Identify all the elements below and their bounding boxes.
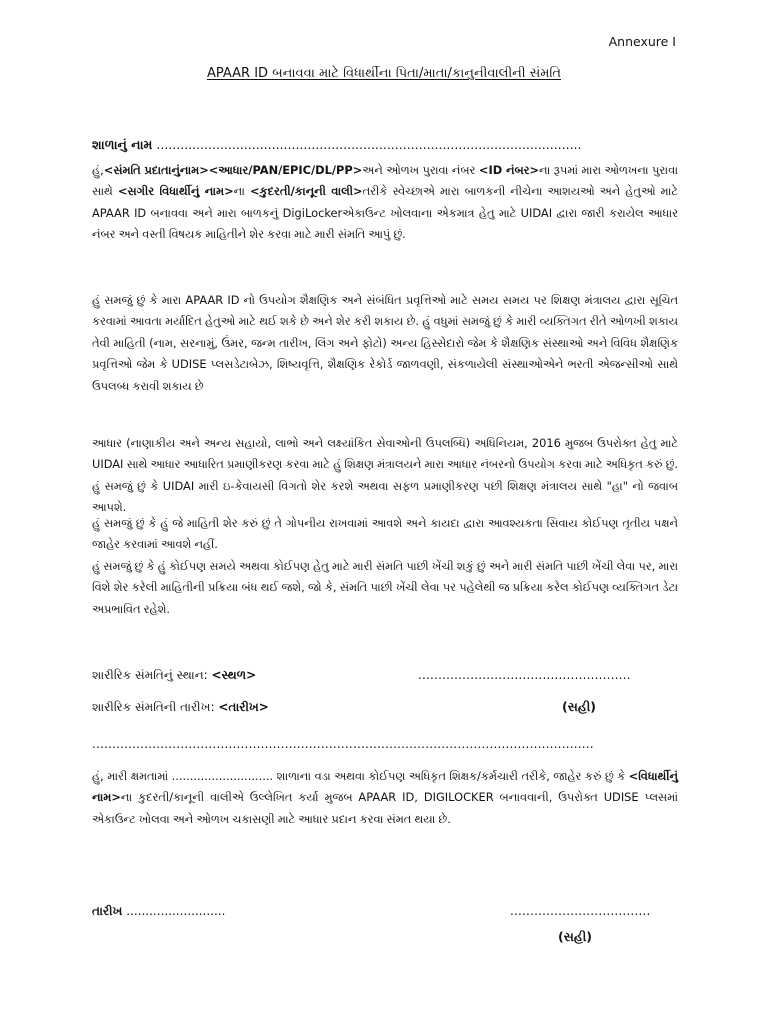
place-placeholder: <સ્થળ>	[211, 668, 257, 682]
footer-date-line	[92, 904, 225, 919]
guardian-type-placeholder: <કુદરતી/કાનૂની વાલી>	[249, 184, 363, 199]
p1-text-3: ના રૂપમાં મારા ઓળખના પુરાવા સાથે	[92, 163, 678, 199]
minor-student-name-placeholder: <સગીર વિધાર્થીનું નામ>	[117, 184, 234, 199]
p1-text-4: ના	[233, 184, 250, 199]
id-type-placeholder: <આધાર/PAN/EPIC/DL/PP>	[208, 163, 363, 177]
id-number-placeholder: <ID નંબર>	[478, 163, 540, 177]
school-name-dots: ...........................................................................................................	[156, 137, 582, 152]
p1-text-5: તરીકે સ્વેચ્છાએ મારા બાળકની નીચેના આશયઓ અને હેતુઓ માટે APAAR ID બનાવવા અને મારા બાળકનું DigiLockerએકાઉન્ટ ખોલવાના એકમાત્ર હેતુ માટે UIDAI દ્વારા જારી કરાયેલ આધાર નંબર અને વસ્તી વિષયક માહિતીને શેર કરવા માટે મારી સંમતિ આપું છું.	[92, 184, 678, 242]
consent-paragraph-1	[92, 160, 678, 246]
consent-place-line	[92, 668, 256, 683]
school-name-line	[92, 137, 582, 153]
place-signature-dots: .....................................................	[418, 668, 631, 682]
section-separator-dots: .............................................................................................................................	[92, 737, 594, 751]
footer-signature-label: (સહી)	[558, 929, 593, 944]
p1-text-1: હું,	[92, 163, 104, 177]
consent-date-label: શારીરિક સંમતિની તારીખ:	[92, 700, 219, 714]
consent-paragraph-4: હું સમજું છું કે હું જે માહિતી શેર કરું છું તે ગોપનીય રાખવામાં આવશે અને કાયદા દ્વારા આવશ્યકતા સિવાય કોઈપણ તૃતીય પક્ષને જાહેર કરવામાં આવશે નહીં.	[92, 516, 678, 552]
p1-text-2: અને ઓળખ પુરાવા નંબર	[362, 163, 479, 177]
school-name-label: શાળાનું નામ	[92, 137, 153, 152]
footer-date-dots: ..........................	[126, 904, 226, 918]
consent-date-line	[92, 700, 269, 715]
consent-giver-name-placeholder: <સંમતિ પ્રદાતાનુંનામ>	[103, 163, 209, 177]
school-head-declaration	[92, 766, 678, 830]
consent-paragraph-3: આધાર (નાણાકીય અને અન્ય સહાયો, લાભો અને લક્ષ્યાંકિત સેવાઓની ઉપલબ્ધિ) અધિનિયમ, 2016 મુજબ ઉપરોક્ત હેતુ માટે UIDAI સાથે આધાર આધારિત પ્રમાણીકરણ કરવા માટે હું શિક્ષણ મંત્રાલયને મારા આધાર નંબરનો ઉપયોગ કરવા માટે અધિકૃત કરું છું. હું સમજું છું કે UIDAI મારી ઇ-કેવાયસી વિગતો શેર કરશે અથવા સફળ પ્રમાણીકરણ પછી શિક્ષણ મંત્રાલય સાથે "હા" નો જવાબ આપશે.	[92, 436, 678, 515]
date-placeholder: <તારીખ>	[218, 700, 269, 714]
p6-text-1: હું, મારી ક્ષમતામાં ............................ શાળાના વડા અથવા કોઈપણ અધિકૃત શિક્ષક/કર્મચારી તરીકે, જાહેર કરું છું કે	[92, 769, 629, 783]
signature-label: (સહી)	[562, 699, 597, 714]
student-name-placeholder: <વિધાર્થીનું નામ>	[92, 769, 678, 805]
consent-place-label: શારીરિક સંમતિનું સ્થાન:	[92, 668, 212, 682]
annexure-label: Annexure I	[608, 34, 676, 49]
footer-date-label: તારીખ	[92, 904, 123, 918]
p6-text-2: ના કુદરતી/કાનૂની વાલીએ ઉલ્લેખિત કર્યા મુજબ APAAR ID, DIGILOCKER બનાવવાની, ઉપરોક્ત UDISE પ્લસમાં એકાઉન્ટ ખોલવા અને ઓળખ ચકાસણી માટે આધાર પ્રદાન કરવા સંમત થયા છે.	[92, 790, 678, 826]
consent-paragraph-2: હું સમજું છું કે મારા APAAR ID નો ઉપયોગ શૈક્ષણિક અને સંબંધિત પ્રવૃત્તિઓ માટે સમય સમય પર શિક્ષણ મંત્રાલય દ્વારા સૂચિત કરવામાં આવતા મર્યાદિત હેતુઓ માટે થઈ શકે છે અને શેર કરી શકાય છે. હું વધુમાં સમજું છું કે મારી વ્યક્તિગત રીતે ઓળખી શકાય તેવી માહિતી (નામ, સરનામું, ઉંમર, જન્મ તારીખ, લિંગ અને ફોટો) અન્ય હિસ્સેદારો જેમ કે શૈક્ષણિક સંસ્થાઓ અને વિવિધ શૈક્ષણિક પ્રવૃત્તિઓ જેમ કે UDISE પ્લસડેટાબેઝ, શિષ્યવૃત્તિ, શૈક્ષણિક રેકોર્ડ જાળવણી, સંકળાયેલી સંસ્થાઓએને ભરતી એજન્સીઓ સાથે ઉપલબ્ધ કરાવી શકાય છે	[92, 293, 678, 393]
footer-signature-dots: ...................................	[510, 904, 651, 918]
consent-paragraph-5: હું સમજું છું કે હું કોઈપણ સમયે અથવા કોઈપણ હેતુ માટે મારી સંમતિ પાછી ખેંચી શકું છું અને મારી સંમતિ પાછી ખેંચી લેવા પર, મારા વિશે શેર કરેલી માહિતીની પ્રક્રિયા બંધ થઈ જશે, જો કે, સંમતિ પાછી ખેંચી લેવા પર પહેલેથી જ પ્રક્રિયા કરેલ કોઈપણ વ્યક્તિગત ડેટા અપ્રભાવિત રહેશે.	[92, 559, 678, 616]
document-title: APAAR ID બનાવવા માટે વિધાર્થીના પિતા/માતા/કાનુનીવાલીની સંમતિ	[207, 66, 561, 81]
